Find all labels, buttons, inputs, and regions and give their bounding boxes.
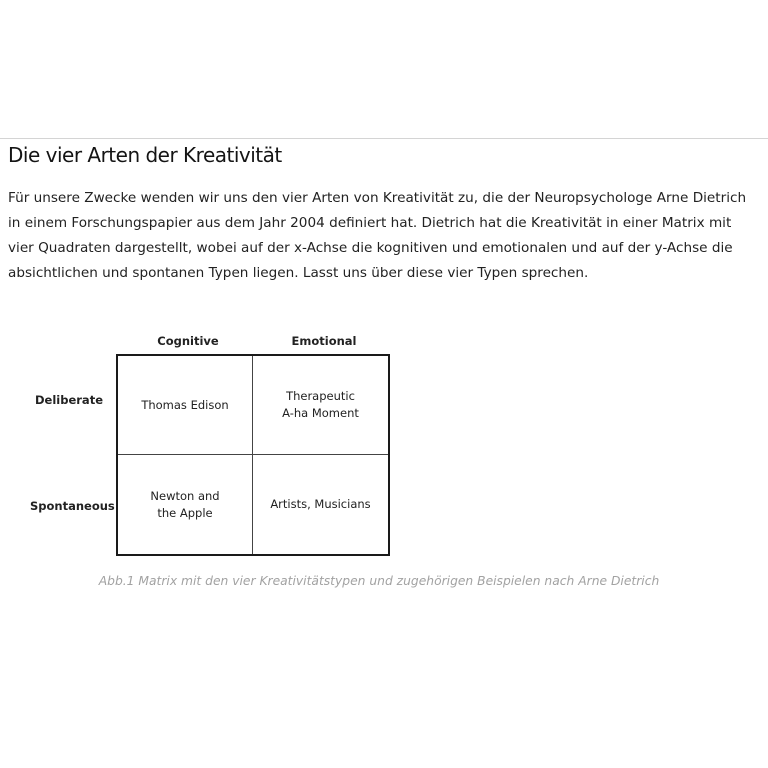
creativity-matrix-figure (0, 326, 768, 596)
matrix-cell-spontaneous-cognitive: Newton and the Apple (118, 455, 253, 554)
quadrant-matrix (116, 354, 390, 556)
column-header-emotional: Emotional (291, 334, 357, 348)
matrix-cell-deliberate-emotional: Therapeutic A-ha Moment (253, 356, 388, 455)
figure-caption: Abb.1 Matrix mit den vier Kreativitätstypen und zugehörigen Beispielen nach Arne Dietrich (98, 574, 660, 588)
intro-paragraph: Für unsere Zwecke wenden wir uns den vier Arten von Kreativität zu, die der Neuropsychologe Arne Dietrich in einem Forschungspapier aus dem Jahr 2004 definiert hat. Dietrich hat die Kreativität in einer Matrix mit vier Quadraten dargestellt, wobei auf der x-Achse die kognitiven und emotionalen und auf der y-Achse die absichtlichen und spontanen Typen liegen. Lasst uns über diese vier Typen sprechen. (8, 190, 747, 281)
row-header-spontaneous: Spontaneous (30, 499, 115, 513)
matrix-cell-spontaneous-emotional: Artists, Musicians (270, 497, 371, 511)
column-header-cognitive: Cognitive (157, 334, 219, 348)
section-heading: Die vier Arten der Kreativität (8, 143, 282, 167)
row-header-deliberate: Deliberate (35, 393, 103, 407)
matrix-cell-deliberate-cognitive: Thomas Edison (118, 356, 253, 455)
top-divider (0, 138, 768, 139)
